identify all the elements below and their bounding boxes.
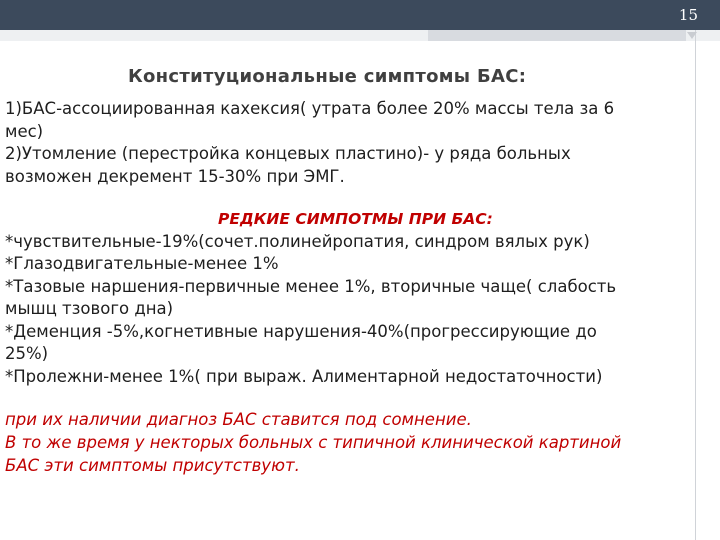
text-line: 2)Утомление (перестройка концевых пластино)- у ряда больных xyxy=(5,144,571,163)
text-line: 1)БАС-ассоциированная кахексия( утрата более 20% массы тела за 6 xyxy=(5,99,615,118)
list-item: мышц тзового дна) xyxy=(5,299,174,318)
list-item: *Деменция -5%,когнетивные нарушения-40%(прогрессирующие до xyxy=(5,321,597,341)
list-item: *Пролежни-менее 1%( при выраж. Алиментарной недостаточности) xyxy=(5,366,603,386)
constitutional-symptoms xyxy=(5,98,705,188)
note-line: В то же время у некторых больных с типичной клинической картиной xyxy=(5,433,622,452)
diagnosis-note xyxy=(5,409,705,478)
rare-symptoms-heading: РЕДКИЕ СИМПОТМЫ ПРИ БАС: xyxy=(218,210,493,228)
text-line: возможен декремент 15-30% при ЭМГ. xyxy=(5,166,345,186)
top-bar xyxy=(0,0,720,30)
list-item: *Глазодвигательные-менее 1% xyxy=(5,254,279,273)
header-tab-accent xyxy=(428,30,686,41)
note-line: БАС эти симптомы присутствуют. xyxy=(5,456,300,475)
list-item: *Тазовые наршения-первичные менее 1%, вторичные чаще( слабость xyxy=(5,276,617,296)
slide-body xyxy=(5,98,705,478)
note-line: при их наличии диагноз БАС ставится под сомнение. xyxy=(5,410,472,429)
rare-symptoms-list xyxy=(5,231,705,389)
list-item: 25%) xyxy=(5,344,49,363)
slide-title: Конституциональные симптомы БАС: xyxy=(128,66,527,87)
slide-number: 15 xyxy=(678,6,698,24)
triangle-marker-icon xyxy=(687,32,697,39)
text-line: мес) xyxy=(5,121,44,141)
list-item: *чувствительные-19%(сочет.полинейропатия, синдром вялых рук) xyxy=(5,231,590,251)
